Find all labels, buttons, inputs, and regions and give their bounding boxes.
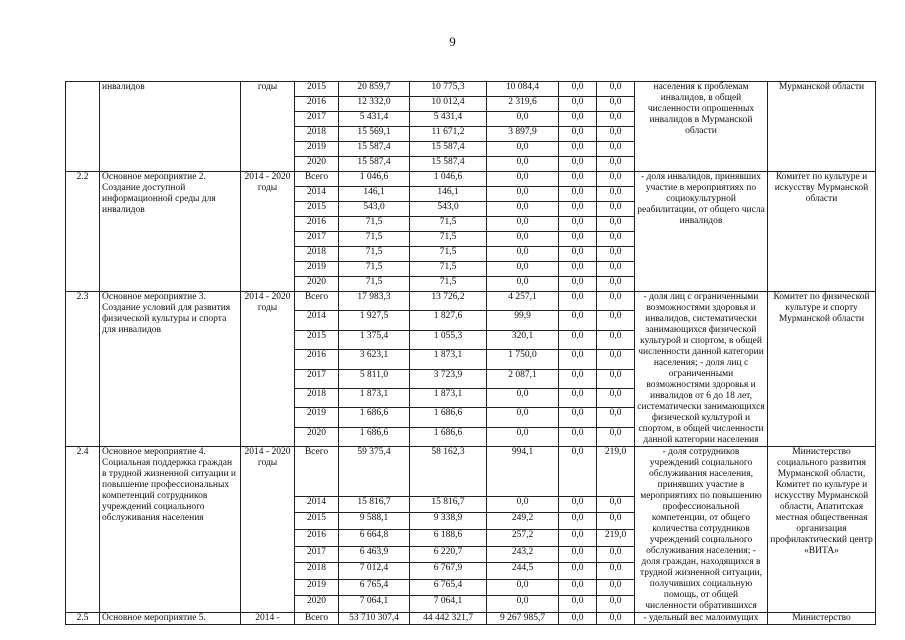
- regional-budget-cell: 1 046,6: [410, 172, 487, 187]
- target-indicators: - удельный вес малоимущих: [635, 613, 768, 625]
- federal-budget-cell: 320,1: [487, 330, 559, 349]
- activity-period: 2014 - 2020 годы: [241, 172, 295, 292]
- regional-budget-cell: 6 188,6: [410, 529, 487, 546]
- total-cell: 5 811,0: [339, 369, 410, 388]
- year-cell: 2015: [295, 513, 339, 530]
- regional-budget-cell: 58 162,3: [410, 447, 487, 497]
- local-budget-cell: 0,0: [559, 563, 597, 580]
- local-budget-cell: 0,0: [559, 408, 597, 427]
- federal-budget-cell: 1 750,0: [487, 350, 559, 369]
- activity-name: Основное мероприятие 5.: [100, 613, 241, 625]
- total-cell: 9 588,1: [339, 513, 410, 530]
- regional-budget-cell: 13 726,2: [410, 292, 487, 311]
- target-indicators: - доля лиц с ограниченными возможностями здоровья и инвалидов, систематически занимающихся физической культурой и спортом, в общей численности данной категории населения; - доля лиц с ограниченными возможностями здоровья и инвалидов от 6 до 18 лет, систематически занимающихся физической культурой и спортом, в общей численности данной категории населения: [635, 292, 768, 447]
- local-budget-cell: 0,0: [559, 142, 597, 157]
- federal-budget-cell: 0,0: [487, 408, 559, 427]
- federal-budget-cell: 0,0: [487, 427, 559, 446]
- local-budget-cell: 0,0: [559, 157, 597, 172]
- year-cell: 2020: [295, 277, 339, 292]
- total-cell: 12 332,0: [339, 97, 410, 112]
- local-budget-cell: 0,0: [559, 388, 597, 407]
- federal-budget-cell: 10 084,4: [487, 82, 559, 97]
- other-funds-cell: 0,0: [597, 187, 635, 202]
- local-budget-cell: 0,0: [559, 596, 597, 613]
- other-funds-cell: 0,0: [597, 82, 635, 97]
- regional-budget-cell: 10 775,3: [410, 82, 487, 97]
- activity-period: 2014 -: [241, 613, 295, 625]
- local-budget-cell: 0,0: [559, 513, 597, 530]
- federal-budget-cell: 9 267 985,7: [487, 613, 559, 625]
- other-funds-cell: 0,0: [597, 142, 635, 157]
- total-cell: 71,5: [339, 247, 410, 262]
- program-activities-table: [65, 81, 876, 625]
- regional-budget-cell: 6 220,7: [410, 546, 487, 563]
- other-funds-cell: 0,0: [597, 596, 635, 613]
- year-cell: 2016: [295, 97, 339, 112]
- responsible-executor: Министерство социального развития Мурманской области, Комитет по культуре и искусству Мурманской области, Апатитская местная общественная организация профилактический центр «ВИТА»: [768, 447, 876, 613]
- year-cell: 2018: [295, 563, 339, 580]
- local-budget-cell: 0,0: [559, 350, 597, 369]
- section-number: 2.4: [66, 447, 100, 613]
- local-budget-cell: 0,0: [559, 447, 597, 497]
- regional-budget-cell: 71,5: [410, 277, 487, 292]
- year-cell: 2020: [295, 157, 339, 172]
- total-cell: 71,5: [339, 277, 410, 292]
- table-row: [66, 82, 876, 97]
- total-cell: 6 463,9: [339, 546, 410, 563]
- table-row: [66, 447, 876, 497]
- total-cell: 543,0: [339, 202, 410, 217]
- federal-budget-cell: 0,0: [487, 496, 559, 513]
- total-cell: 53 710 307,4: [339, 613, 410, 625]
- year-cell: Всего: [295, 292, 339, 311]
- table-row: [66, 613, 876, 625]
- responsible-executor: Министерство: [768, 613, 876, 625]
- regional-budget-cell: 11 671,2: [410, 127, 487, 142]
- regional-budget-cell: 5 431,4: [410, 112, 487, 127]
- total-cell: 17 983,3: [339, 292, 410, 311]
- local-budget-cell: 0,0: [559, 187, 597, 202]
- federal-budget-cell: 0,0: [487, 277, 559, 292]
- year-cell: 2014: [295, 311, 339, 330]
- year-cell: 2018: [295, 388, 339, 407]
- activity-name: Основное мероприятие 3. Создание условий для развития физической культуры и спорта для инвалидов: [100, 292, 241, 447]
- regional-budget-cell: 7 064,1: [410, 596, 487, 613]
- total-cell: 15 569,1: [339, 127, 410, 142]
- year-cell: 2019: [295, 142, 339, 157]
- year-cell: 2017: [295, 369, 339, 388]
- table-row: [66, 172, 876, 187]
- federal-budget-cell: 0,0: [487, 157, 559, 172]
- year-cell: 2017: [295, 112, 339, 127]
- year-cell: Всего: [295, 613, 339, 625]
- other-funds-cell: 0,0: [597, 311, 635, 330]
- local-budget-cell: 0,0: [559, 262, 597, 277]
- regional-budget-cell: 1 686,6: [410, 408, 487, 427]
- local-budget-cell: 0,0: [559, 427, 597, 446]
- total-cell: 7 012,4: [339, 563, 410, 580]
- year-cell: 2014: [295, 187, 339, 202]
- other-funds-cell: 0,0: [597, 97, 635, 112]
- other-funds-cell: 0,0: [597, 613, 635, 625]
- local-budget-cell: 0,0: [559, 277, 597, 292]
- local-budget-cell: 0,0: [559, 579, 597, 596]
- section-number: 2.5: [66, 613, 100, 625]
- federal-budget-cell: 0,0: [487, 388, 559, 407]
- regional-budget-cell: 71,5: [410, 262, 487, 277]
- year-cell: 2015: [295, 82, 339, 97]
- activity-period: 2014 - 2020 годы: [241, 292, 295, 447]
- total-cell: 3 623,1: [339, 350, 410, 369]
- local-budget-cell: 0,0: [559, 247, 597, 262]
- federal-budget-cell: 2 319,6: [487, 97, 559, 112]
- regional-budget-cell: 1 873,1: [410, 350, 487, 369]
- table-row: [66, 292, 876, 311]
- regional-budget-cell: 15 587,4: [410, 142, 487, 157]
- other-funds-cell: 0,0: [597, 172, 635, 187]
- other-funds-cell: 0,0: [597, 546, 635, 563]
- activity-name: инвалидов: [100, 82, 241, 172]
- total-cell: 6 765,4: [339, 579, 410, 596]
- total-cell: 1 686,6: [339, 408, 410, 427]
- total-cell: 71,5: [339, 262, 410, 277]
- year-cell: 2019: [295, 408, 339, 427]
- regional-budget-cell: 1 827,6: [410, 311, 487, 330]
- federal-budget-cell: 0,0: [487, 579, 559, 596]
- activity-name: Основное мероприятие 2. Создание доступной информационной среды для инвалидов: [100, 172, 241, 292]
- local-budget-cell: 0,0: [559, 127, 597, 142]
- section-number: 2.2: [66, 172, 100, 292]
- other-funds-cell: 0,0: [597, 388, 635, 407]
- total-cell: 59 375,4: [339, 447, 410, 497]
- other-funds-cell: 0,0: [597, 579, 635, 596]
- year-cell: 2016: [295, 529, 339, 546]
- year-cell: 2015: [295, 202, 339, 217]
- regional-budget-cell: 9 338,9: [410, 513, 487, 530]
- local-budget-cell: 0,0: [559, 292, 597, 311]
- total-cell: 15 587,4: [339, 142, 410, 157]
- local-budget-cell: 0,0: [559, 496, 597, 513]
- federal-budget-cell: 249,2: [487, 513, 559, 530]
- federal-budget-cell: 0,0: [487, 142, 559, 157]
- federal-budget-cell: 257,2: [487, 529, 559, 546]
- local-budget-cell: 0,0: [559, 82, 597, 97]
- federal-budget-cell: 3 897,9: [487, 127, 559, 142]
- total-cell: 71,5: [339, 232, 410, 247]
- regional-budget-cell: 10 012,4: [410, 97, 487, 112]
- regional-budget-cell: 15 816,7: [410, 496, 487, 513]
- target-indicators: - доля инвалидов, принявших участие в мероприятиях по социокультурной реабилитации, от общего числа инвалидов: [635, 172, 768, 292]
- activity-period: годы: [241, 82, 295, 172]
- total-cell: 15 587,4: [339, 157, 410, 172]
- year-cell: Всего: [295, 172, 339, 187]
- other-funds-cell: 0,0: [597, 330, 635, 349]
- year-cell: 2017: [295, 232, 339, 247]
- local-budget-cell: 0,0: [559, 232, 597, 247]
- local-budget-cell: 0,0: [559, 330, 597, 349]
- year-cell: 2020: [295, 427, 339, 446]
- regional-budget-cell: 71,5: [410, 247, 487, 262]
- total-cell: 1 873,1: [339, 388, 410, 407]
- activity-name: Основное мероприятие 4. Социальная поддержка граждан в трудной жизненной ситуации и повышение профессиональных компетенций сотрудников учреждений социального обслуживания населения: [100, 447, 241, 613]
- total-cell: 1 046,6: [339, 172, 410, 187]
- total-cell: 7 064,1: [339, 596, 410, 613]
- regional-budget-cell: 146,1: [410, 187, 487, 202]
- federal-budget-cell: 0,0: [487, 247, 559, 262]
- other-funds-cell: 0,0: [597, 513, 635, 530]
- regional-budget-cell: 3 723,9: [410, 369, 487, 388]
- federal-budget-cell: 0,0: [487, 112, 559, 127]
- other-funds-cell: 0,0: [597, 112, 635, 127]
- other-funds-cell: 0,0: [597, 247, 635, 262]
- section-number: [66, 82, 100, 172]
- regional-budget-cell: 44 442 321,7: [410, 613, 487, 625]
- responsible-executor: Комитет по культуре и искусству Мурманской области: [768, 172, 876, 292]
- year-cell: 2016: [295, 217, 339, 232]
- regional-budget-cell: 71,5: [410, 232, 487, 247]
- regional-budget-cell: 1 055,3: [410, 330, 487, 349]
- activity-period: 2014 - 2020 годы: [241, 447, 295, 613]
- federal-budget-cell: 0,0: [487, 262, 559, 277]
- year-cell: 2018: [295, 247, 339, 262]
- local-budget-cell: 0,0: [559, 112, 597, 127]
- year-cell: 2019: [295, 579, 339, 596]
- other-funds-cell: 0,0: [597, 217, 635, 232]
- total-cell: 146,1: [339, 187, 410, 202]
- other-funds-cell: 0,0: [597, 277, 635, 292]
- local-budget-cell: 0,0: [559, 217, 597, 232]
- regional-budget-cell: 1 873,1: [410, 388, 487, 407]
- local-budget-cell: 0,0: [559, 613, 597, 625]
- target-indicators: - доля сотрудников учреждений социального обслуживания населения, принявших участие в мероприятиях по повышению профессиональной компетенции, от общего количества сотрудников учреждений социального обслуживания населения; - доля граждан, находящихся в трудной жизненной ситуации, получивших социальную помощь, от общей численности обратившихся: [635, 447, 768, 613]
- year-cell: 2015: [295, 330, 339, 349]
- federal-budget-cell: 0,0: [487, 217, 559, 232]
- federal-budget-cell: 243,2: [487, 546, 559, 563]
- regional-budget-cell: 6 765,4: [410, 579, 487, 596]
- total-cell: 1 686,6: [339, 427, 410, 446]
- federal-budget-cell: 0,0: [487, 187, 559, 202]
- regional-budget-cell: 6 767,9: [410, 563, 487, 580]
- other-funds-cell: 0,0: [597, 202, 635, 217]
- other-funds-cell: 0,0: [597, 157, 635, 172]
- total-cell: 6 664,8: [339, 529, 410, 546]
- year-cell: Всего: [295, 447, 339, 497]
- federal-budget-cell: 2 087,1: [487, 369, 559, 388]
- year-cell: 2017: [295, 546, 339, 563]
- local-budget-cell: 0,0: [559, 369, 597, 388]
- other-funds-cell: 219,0: [597, 447, 635, 497]
- regional-budget-cell: 15 587,4: [410, 157, 487, 172]
- page-number: 9: [449, 34, 456, 49]
- federal-budget-cell: 0,0: [487, 202, 559, 217]
- federal-budget-cell: 994,1: [487, 447, 559, 497]
- total-cell: 71,5: [339, 217, 410, 232]
- other-funds-cell: 0,0: [597, 262, 635, 277]
- federal-budget-cell: 99,9: [487, 311, 559, 330]
- year-cell: 2020: [295, 596, 339, 613]
- year-cell: 2018: [295, 127, 339, 142]
- total-cell: 1 927,5: [339, 311, 410, 330]
- year-cell: 2019: [295, 262, 339, 277]
- regional-budget-cell: 543,0: [410, 202, 487, 217]
- local-budget-cell: 0,0: [559, 546, 597, 563]
- local-budget-cell: 0,0: [559, 172, 597, 187]
- other-funds-cell: 0,0: [597, 127, 635, 142]
- federal-budget-cell: 0,0: [487, 232, 559, 247]
- local-budget-cell: 0,0: [559, 529, 597, 546]
- target-indicators: населения к проблемам инвалидов, в общей численности опрошенных инвалидов в Мурманской области: [635, 82, 768, 172]
- responsible-executor: Комитет по физической культуре и спорту Мурманской области: [768, 292, 876, 447]
- total-cell: 15 816,7: [339, 496, 410, 513]
- total-cell: 1 375,4: [339, 330, 410, 349]
- other-funds-cell: 0,0: [597, 350, 635, 369]
- regional-budget-cell: 1 686,6: [410, 427, 487, 446]
- other-funds-cell: 0,0: [597, 369, 635, 388]
- section-number: 2.3: [66, 292, 100, 447]
- other-funds-cell: 0,0: [597, 563, 635, 580]
- total-cell: 20 859,7: [339, 82, 410, 97]
- federal-budget-cell: 4 257,1: [487, 292, 559, 311]
- other-funds-cell: 0,0: [597, 232, 635, 247]
- local-budget-cell: 0,0: [559, 97, 597, 112]
- other-funds-cell: 0,0: [597, 292, 635, 311]
- other-funds-cell: 0,0: [597, 408, 635, 427]
- regional-budget-cell: 71,5: [410, 217, 487, 232]
- total-cell: 5 431,4: [339, 112, 410, 127]
- other-funds-cell: 219,0: [597, 529, 635, 546]
- other-funds-cell: 0,0: [597, 496, 635, 513]
- other-funds-cell: 0,0: [597, 427, 635, 446]
- responsible-executor: Мурманской области: [768, 82, 876, 172]
- local-budget-cell: 0,0: [559, 311, 597, 330]
- year-cell: 2016: [295, 350, 339, 369]
- local-budget-cell: 0,0: [559, 202, 597, 217]
- federal-budget-cell: 0,0: [487, 172, 559, 187]
- federal-budget-cell: 244,5: [487, 563, 559, 580]
- federal-budget-cell: 0,0: [487, 596, 559, 613]
- year-cell: 2014: [295, 496, 339, 513]
